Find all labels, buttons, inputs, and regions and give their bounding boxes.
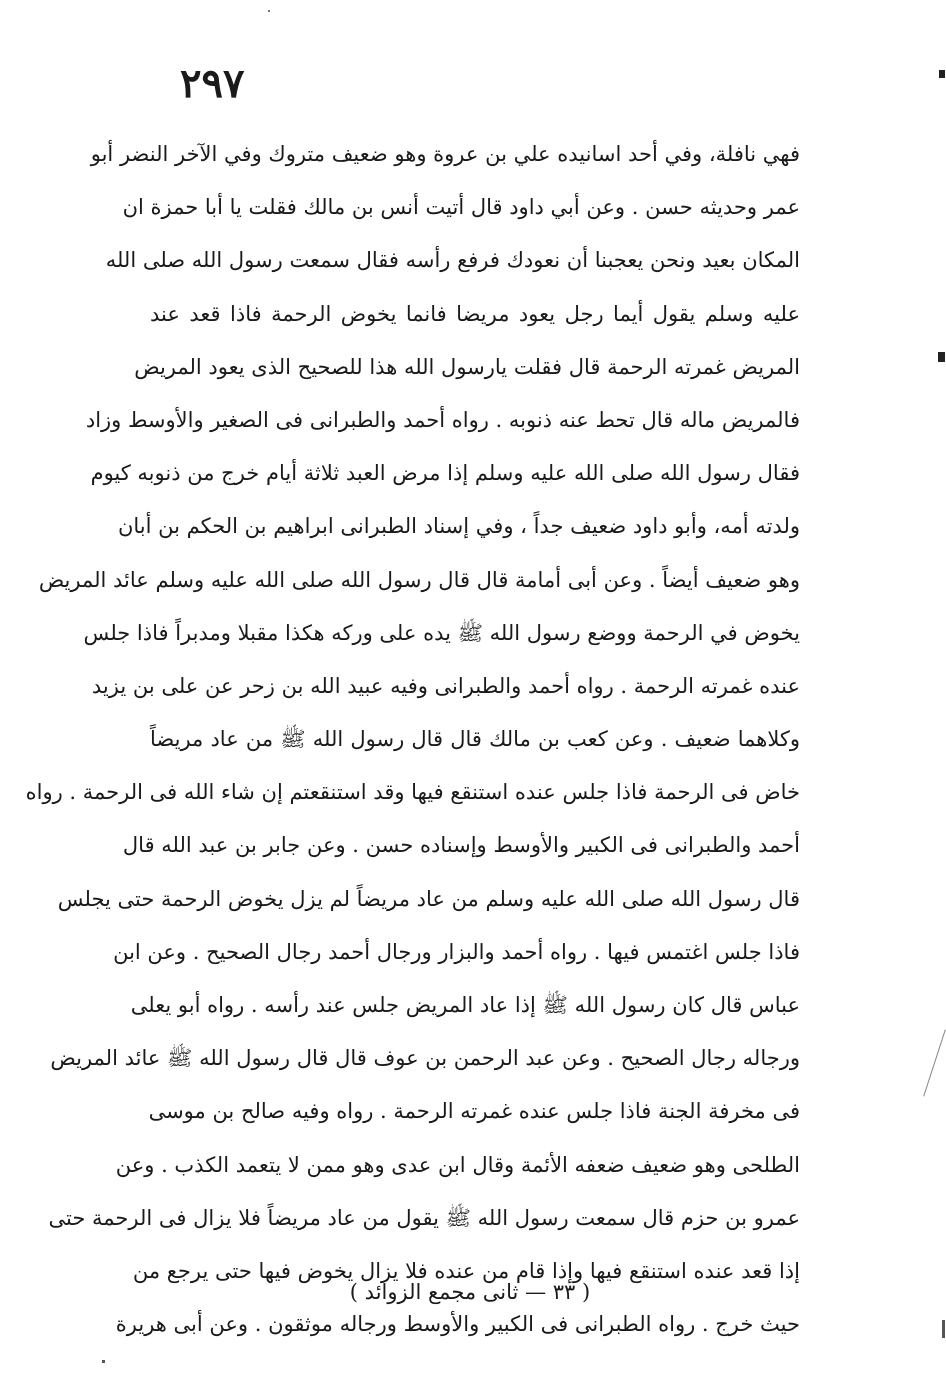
text-line: عمرو بن حزم قال سمعت رسول الله ﷺ يقول من عاد مريضاً فلا يزال فى الرحمة حتى [48, 1205, 800, 1230]
text-line: فاذا جلس اغتمس فيها . رواه أحمد والبزار ورجال أحمد رجال الصحيح . وعن ابن [113, 939, 800, 964]
page-number: ٢٩٧ [180, 60, 245, 107]
text-line: فى مخرفة الجنة فاذا جلس عنده غمرته الرحمة . رواه وفيه صالح بن موسى [148, 1099, 800, 1124]
text-line: ولدته أمه، وأبو داود ضعيف جداً ، وفي إسناد الطبرانى ابراهيم بن الحكم بن أبان [117, 514, 800, 539]
text-line: فالمريض ماله قال تحط عنه ذنوبه . رواه أحمد والطبرانى فى الصغير والأوسط وزاد [85, 407, 800, 432]
text-line: عباس قال كان رسول الله ﷺ إذا عاد المريض جلس عند رأسه . رواه أبو يعلى [130, 993, 800, 1017]
text-line: وهو ضعيف أيضاً . وعن أبى أمامة قال قال رسول الله صلى الله عليه وسلم عائد المريض [38, 567, 800, 592]
page-footer: ( ٣٣ — ثانى مجمع الزوائد ) [349, 1280, 591, 1304]
scan-edge-stroke [923, 1030, 946, 1097]
text-line: فقال رسول الله صلى الله عليه وسلم إذا مرض العبد ثلاثة أيام خرج من ذنوبه كيوم [90, 461, 800, 486]
body-text [25, 128, 800, 1351]
text-line: فهي نافلة، وفي أحد اسانيده علي بن عروة وهو ضعيف متروك وفي الآخر النضر أبو [90, 142, 800, 166]
text-line: عليه وسلم يقول أيما رجل يعود مريضا فانما يخوض الرحمة فاذا قعد عند [150, 301, 800, 326]
scan-edge-mark [938, 352, 945, 362]
scan-edge-mark [939, 70, 945, 78]
scan-speck [268, 10, 270, 12]
text-line: المكان بعيد ونحن يعجبنا أن نعودك فرفع رأسه فقال سمعت رسول الله صلى الله [105, 248, 800, 273]
text-line: عمر وحديثه حسن . وعن أبي داود قال أتيت أنس بن مالك فقلت يا أبا حمزة ان [122, 195, 800, 220]
text-line: حيث خرج . رواه الطبرانى فى الكبير والأوسط ورجاله موثقون . وعن أبى هريرة [115, 1312, 800, 1337]
text-line: خاض فى الرحمة فاذا جلس عنده استنقع فيها وقد استنقعتم إن شاء الله فى الرحمة . رواه [25, 780, 800, 805]
text-line: المريض غمرته الرحمة قال فقلت يارسول الله هذا للصحيح الذى يعود المريض [134, 354, 800, 379]
text-line: قال رسول الله صلى الله عليه وسلم من عاد مريضاً لم يزل يخوض الرحمة حتى يجلس [57, 886, 800, 911]
text-line: يخوض في الرحمة ووضع رسول الله ﷺ يده على وركه هكذا مقبلا ومدبراً فاذا جلس [83, 620, 800, 645]
text-line: أحمد والطبرانى فى الكبير والأوسط وإسناده حسن . وعن جابر بن عبد الله قال [122, 833, 800, 858]
text-line: إذا قعد عنده استنقع فيها وإذا قام من عنده فلا يزال يخوض فيها حتى يرجع من [132, 1258, 800, 1283]
scan-speck [102, 1360, 105, 1363]
text-line: وكلاهما ضعيف . وعن كعب بن مالك قال قال رسول الله ﷺ من عاد مريضاً [150, 727, 800, 752]
scan-edge-mark [942, 1320, 945, 1338]
text-line: الطلحى وهو ضعيف ضعفه الأئمة وقال ابن عدى وهو ممن لا يتعمد الكذب . وعن [115, 1152, 800, 1177]
text-line: ورجاله رجال الصحيح . وعن عبد الرحمن بن عوف قال قال رسول الله ﷺ عائد المريض [50, 1046, 800, 1071]
text-line: عنده غمرته الرحمة . رواه أحمد والطبرانى وفيه عبيد الله بن زحر عن على بن يزيد [91, 673, 800, 698]
